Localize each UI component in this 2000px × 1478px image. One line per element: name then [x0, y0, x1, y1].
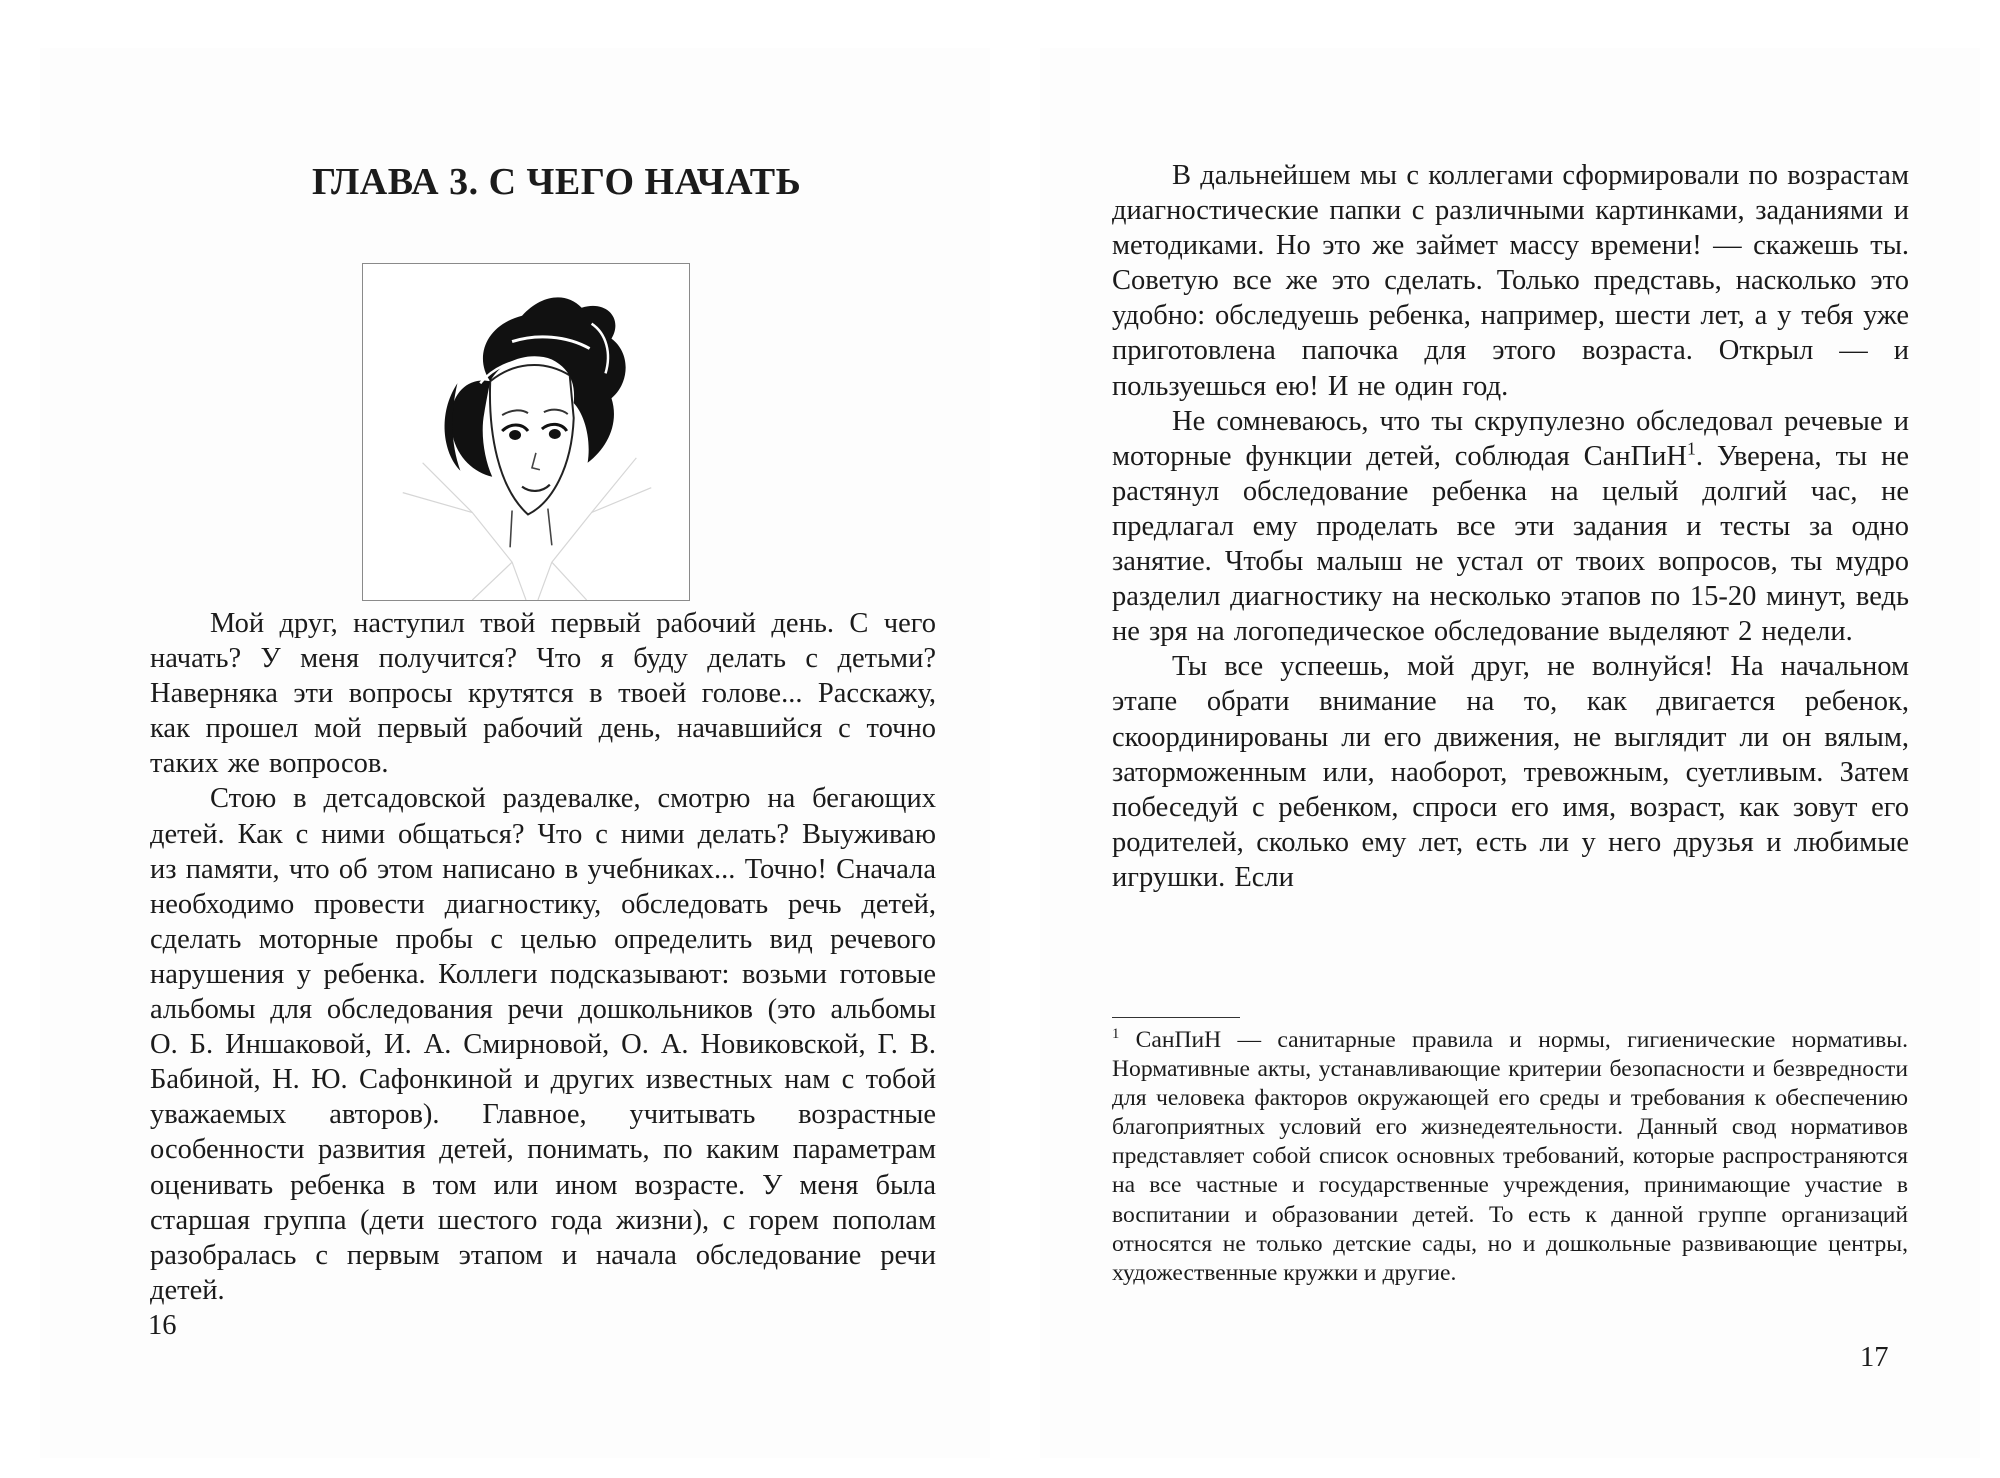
right-paragraph: Ты все успеешь, мой друг, не волнуйся! На начальном этапе обрати внимание на то, как двигается ребенок, скоординированы ли его движения, не выглядит ли он вялым, заторможенным или, наоборот, тревожным, суетливым. Затем побеседуй с ребенком, спроси его имя, возраст, как зовут его родителей, сколько ему лет, есть ли у него друзья и любимые игрушки. Если: [1112, 651, 1909, 893]
footnote-text: СанПиН — санитарные правила и нормы, гигиенические нормативы. Нормативные акты, устанавливающие критерии безопасности и безвредности для человека факторов окружающей его среды и требования к обеспечению благоприятных условий его жизнедеятельности. Данный свод нормативов представляет собой список основных требований, которые распространяются на все частные и государственные учреждения, принимающие участие в воспитании и образовании детей. То есть к данной группе организаций относятся не только детские сады, но и дошкольные развивающие центры, художественные кружки и другие.: [1112, 1027, 1908, 1286]
right-page: [1040, 48, 1980, 1458]
page-number: 17: [1860, 1342, 1889, 1373]
footnote-reference[interactable]: 1: [1687, 438, 1696, 459]
left-paragraph: Мой друг, наступил твой первый рабочий день. С чего начать? У меня получится? Что я буду делать с детьми? Наверняка эти вопросы крутятся в твоей голове... Расскажу, как прошел мой первый рабочий день, начавшийся с точно таких же вопросов.: [150, 608, 936, 780]
left-paragraph: Стою в детсадовской раздевалке, смотрю на бегающих детей. Как с ними общаться? Что с ними делать? Выуживаю из памяти, что об этом написано в учебниках... Точно! Сначала необходимо провести диагностику, обследовать речь детей, сделать моторные пробы с целью определить вид речевого нарушения у ребенка. Коллеги подсказывают: возьми готовые альбомы для обследования речи дошкольников (это альбомы О. Б. Иншаковой, И. А. Смирновой, О. А. Новиковской, Г. В. Бабиной, Н. Ю. Сафонкиной и других известных нам с тобой уважаемых авторов). Главное, учитывать возрастные особенности развития детей, понимать, по каким параметрам оценивать ребенка в том или ином возрасте. У меня была старшая группа (дети шестого года жизни), с горем пополам разобралась с первым этапом и начала обследование речи детей.: [150, 783, 936, 1306]
paragraph-text: Не сомневаюсь, что ты скрупулезно обследовал речевые и моторные функции детей, соблюдая СанПиН: [1112, 405, 1909, 472]
right-paragraph: В дальнейшем мы с коллегами сформировали по возрастам диагностические папки с различными картинками, заданиями и методиками. Но это же займет массу времени! — скажешь ты. Советую все же это сделать. Только представь, насколько это удобно: обследуешь ребенка, например, шести лет, а у тебя уже приготовлена папочка для этого возраста. Открыл — и пользуешься ею! И не один год.: [1112, 160, 1909, 402]
girl-portrait-illustration: [362, 263, 690, 601]
footnote-marker: 1: [1112, 1026, 1120, 1043]
left-body-text: [150, 606, 936, 1308]
footnote-divider: [1112, 1017, 1240, 1018]
chapter-title: ГЛАВА 3. С ЧЕГО НАЧАТЬ: [312, 161, 802, 203]
right-paragraph: [1112, 404, 1909, 650]
paragraph-text: . Уверена, ты не растянул обследование ребенка на целый долгий час, не предлагал ему проделать все эти задания и тесты за одно занятие. Чтобы малыш не устал от твоих вопросов, ты мудро разделил диагностику на несколько этапов по 15-20 минут, ведь не зря на логопедическое обследование выделяют 2 недели.: [1112, 440, 1909, 648]
left-page: [40, 48, 990, 1458]
right-body-text: [1112, 158, 1909, 895]
footnote: [1112, 1026, 1908, 1288]
page-number: 16: [148, 1310, 177, 1341]
